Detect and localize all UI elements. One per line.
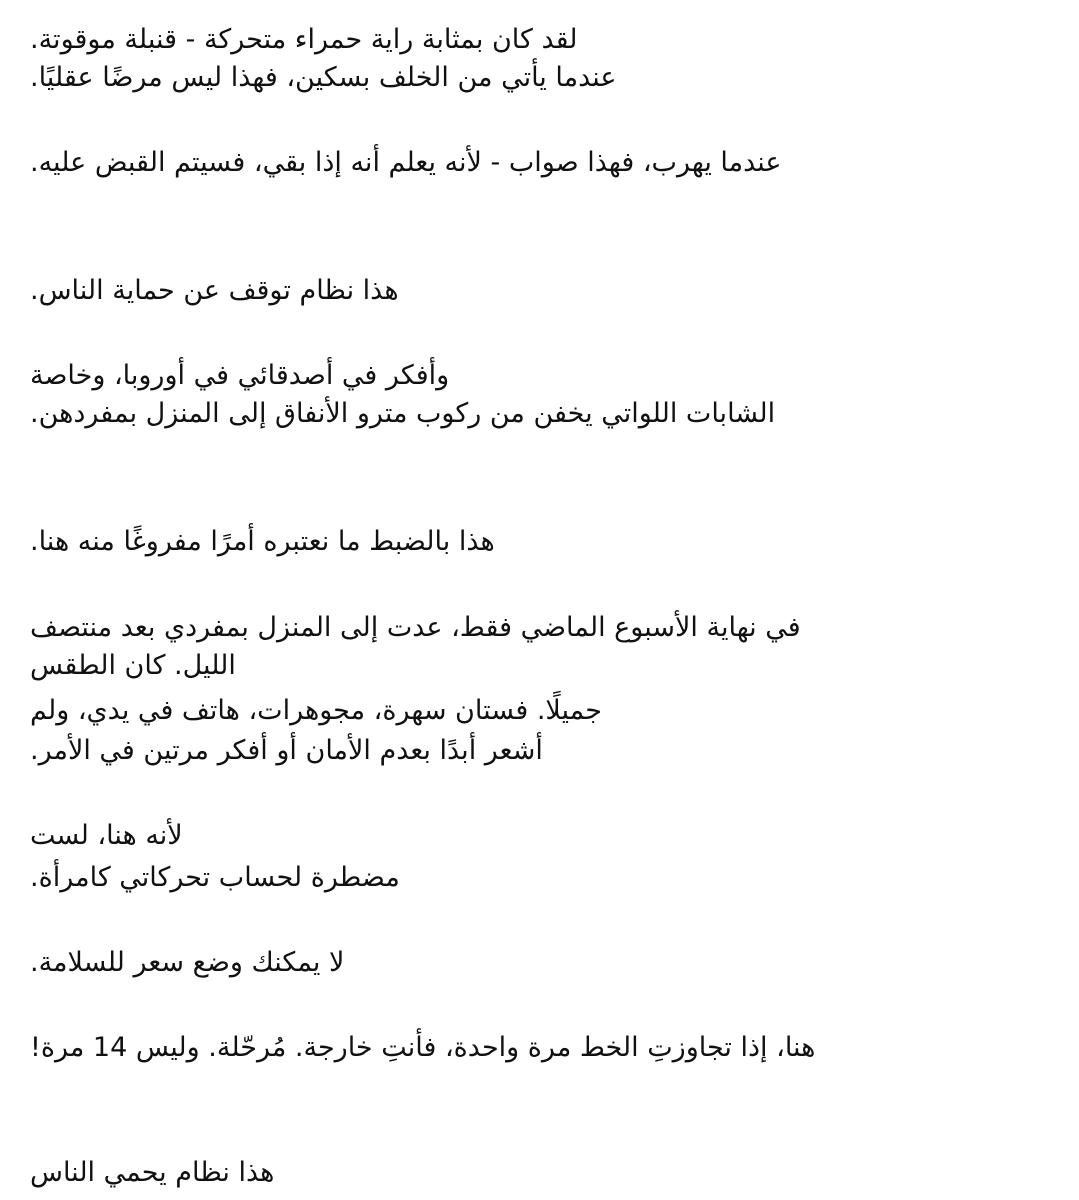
text-line: عندما يهرب، فهذا صواب - لأنه يعلم أنه إذا بقي، فسيتم القبض عليه. — [30, 147, 782, 178]
text-line: عندما يأتي من الخلف بسكين، فهذا ليس مرضًا عقليًا. — [30, 62, 617, 93]
text-line: هذا نظام توقف عن حماية الناس. — [30, 275, 399, 306]
text-line: جميلًا. فستان سهرة، مجوهرات، هاتف في يدي، ولم — [30, 695, 602, 726]
text-line: لقد كان بمثابة راية حمراء متحركة - قنبلة موقوتة. — [30, 24, 578, 55]
text-line: في نهاية الأسبوع الماضي فقط، عدت إلى المنزل بمفردي بعد منتصف — [30, 612, 801, 643]
text-line: أشعر أبدًا بعدم الأمان أو أفكر مرتين في الأمر. — [30, 735, 543, 766]
text-line: لا يمكنك وضع سعر للسلامة. — [30, 947, 345, 978]
text-line: هذا بالضبط ما نعتبره أمرًا مفروغًا منه هنا. — [30, 526, 495, 557]
text-line: لأنه هنا، لست — [30, 820, 183, 851]
text-line: مضطرة لحساب تحركاتي كامرأة. — [30, 862, 400, 893]
text-line: الليل. كان الطقس — [30, 650, 236, 681]
text-line: وأفكر في أصدقائي في أوروبا، وخاصة — [30, 360, 450, 391]
text-line: هنا، إذا تجاوزتِ الخط مرة واحدة، فأنتِ خارجة. مُرحّلة. وليس 14 مرة! — [30, 1032, 816, 1063]
text-line: هذا نظام يحمي الناس — [30, 1157, 275, 1188]
text-line: الشابات اللواتي يخفن من ركوب مترو الأنفاق إلى المنزل بمفردهن. — [30, 398, 776, 429]
